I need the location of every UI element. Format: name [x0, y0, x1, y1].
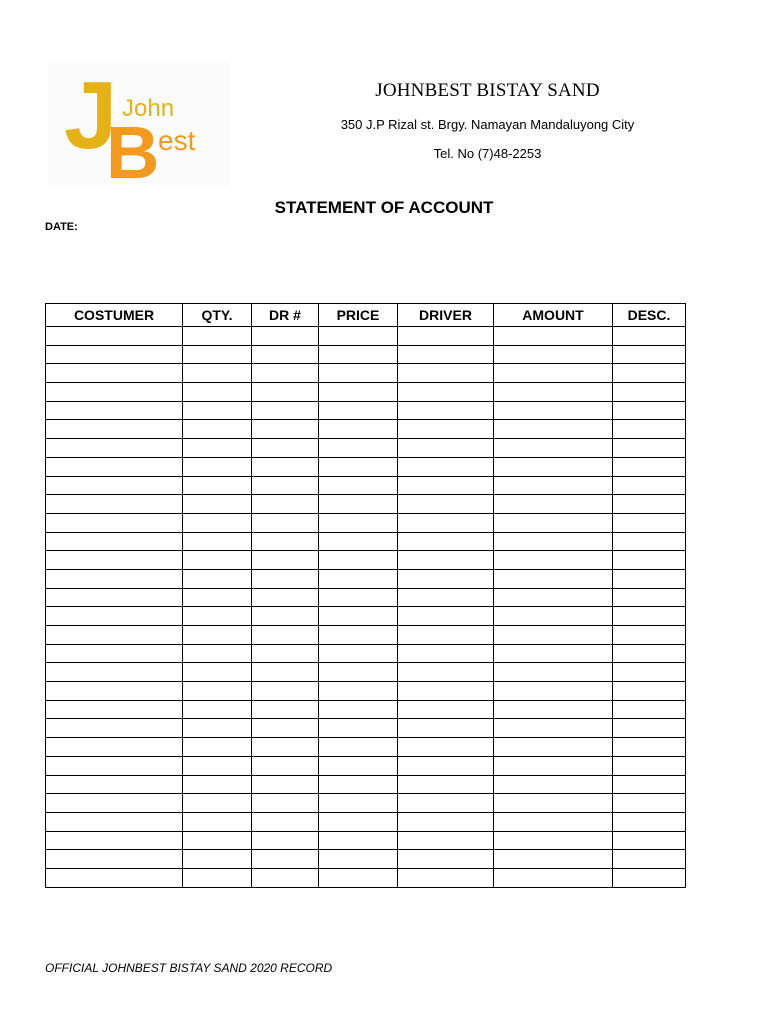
- table-cell[interactable]: [252, 850, 319, 869]
- table-cell[interactable]: [398, 457, 494, 476]
- table-cell[interactable]: [494, 588, 613, 607]
- table-cell[interactable]: [46, 868, 183, 887]
- table-cell[interactable]: [252, 588, 319, 607]
- table-cell[interactable]: [183, 439, 252, 458]
- table-cell[interactable]: [183, 794, 252, 813]
- table-cell[interactable]: [398, 420, 494, 439]
- table-cell[interactable]: [494, 345, 613, 364]
- table-cell[interactable]: [183, 551, 252, 570]
- table-cell[interactable]: [613, 607, 686, 626]
- table-cell[interactable]: [46, 644, 183, 663]
- table-cell[interactable]: [319, 476, 398, 495]
- table-cell[interactable]: [494, 401, 613, 420]
- table-cell[interactable]: [183, 345, 252, 364]
- table-cell[interactable]: [613, 457, 686, 476]
- table-cell[interactable]: [398, 607, 494, 626]
- table-cell[interactable]: [46, 476, 183, 495]
- table-cell[interactable]: [46, 495, 183, 514]
- table-cell[interactable]: [613, 738, 686, 757]
- table-cell[interactable]: [46, 794, 183, 813]
- table-cell[interactable]: [398, 738, 494, 757]
- table-cell[interactable]: [183, 756, 252, 775]
- table-cell[interactable]: [319, 756, 398, 775]
- table-cell[interactable]: [398, 663, 494, 682]
- table-cell[interactable]: [398, 868, 494, 887]
- logo-text-best: est: [158, 125, 196, 156]
- table-cell[interactable]: [613, 439, 686, 458]
- table-cell[interactable]: [46, 719, 183, 738]
- table-cell[interactable]: [398, 775, 494, 794]
- table-cell[interactable]: [183, 364, 252, 383]
- table-cell[interactable]: [183, 495, 252, 514]
- table-row: [46, 756, 686, 775]
- table-cell[interactable]: [183, 644, 252, 663]
- table-header-row: [46, 304, 686, 327]
- table-cell[interactable]: [183, 682, 252, 701]
- table-cell[interactable]: [319, 420, 398, 439]
- table-cell[interactable]: [46, 626, 183, 645]
- table-cell[interactable]: [613, 850, 686, 869]
- table-cell[interactable]: [613, 756, 686, 775]
- table-row: [46, 682, 686, 701]
- table-cell[interactable]: [252, 476, 319, 495]
- table-cell[interactable]: [398, 439, 494, 458]
- table-cell[interactable]: [613, 551, 686, 570]
- table-cell[interactable]: [613, 495, 686, 514]
- table-cell[interactable]: [613, 588, 686, 607]
- table-cell[interactable]: [319, 513, 398, 532]
- table-cell[interactable]: [398, 383, 494, 402]
- table-cell[interactable]: [613, 327, 686, 346]
- table-cell[interactable]: [252, 401, 319, 420]
- table-cell[interactable]: [183, 401, 252, 420]
- table-cell[interactable]: [183, 700, 252, 719]
- table-cell[interactable]: [183, 850, 252, 869]
- table-cell[interactable]: [252, 775, 319, 794]
- table-cell[interactable]: [398, 850, 494, 869]
- table-cell[interactable]: [183, 588, 252, 607]
- table-cell[interactable]: [398, 327, 494, 346]
- table-cell[interactable]: [494, 569, 613, 588]
- company-telephone: Tel. No (7)48-2253: [433, 146, 542, 161]
- table-cell[interactable]: [319, 569, 398, 588]
- table-row: [46, 794, 686, 813]
- table-cell[interactable]: [613, 831, 686, 850]
- table-cell[interactable]: [319, 495, 398, 514]
- table-cell[interactable]: [319, 850, 398, 869]
- table-cell[interactable]: [319, 812, 398, 831]
- table-cell[interactable]: [252, 439, 319, 458]
- table-row: [46, 327, 686, 346]
- table-row: [46, 551, 686, 570]
- table-cell[interactable]: [183, 812, 252, 831]
- table-cell[interactable]: [46, 850, 183, 869]
- table-cell[interactable]: [494, 644, 613, 663]
- column-header-driver: DRIVER: [398, 304, 494, 327]
- table-cell[interactable]: [398, 719, 494, 738]
- table-cell[interactable]: [319, 682, 398, 701]
- table-cell[interactable]: [183, 420, 252, 439]
- table-cell[interactable]: [494, 327, 613, 346]
- table-cell[interactable]: [183, 831, 252, 850]
- table-cell[interactable]: [398, 700, 494, 719]
- table-cell[interactable]: [252, 532, 319, 551]
- table-cell[interactable]: [613, 719, 686, 738]
- table-cell[interactable]: [613, 364, 686, 383]
- table-row: [46, 383, 686, 402]
- table-cell[interactable]: [613, 383, 686, 402]
- table-cell[interactable]: [398, 551, 494, 570]
- table-cell[interactable]: [252, 644, 319, 663]
- table-cell[interactable]: [46, 457, 183, 476]
- table-cell[interactable]: [494, 738, 613, 757]
- table-cell[interactable]: [183, 476, 252, 495]
- table-cell[interactable]: [494, 439, 613, 458]
- table-cell[interactable]: [252, 495, 319, 514]
- table-cell[interactable]: [46, 401, 183, 420]
- table-cell[interactable]: [46, 364, 183, 383]
- table-cell[interactable]: [183, 607, 252, 626]
- table-cell[interactable]: [398, 756, 494, 775]
- table-cell[interactable]: [494, 775, 613, 794]
- table-cell[interactable]: [46, 738, 183, 757]
- table-cell[interactable]: [252, 327, 319, 346]
- table-row: [46, 775, 686, 794]
- table-row: [46, 401, 686, 420]
- table-cell[interactable]: [252, 364, 319, 383]
- table-cell[interactable]: [252, 868, 319, 887]
- table-row: [46, 439, 686, 458]
- table-row: [46, 588, 686, 607]
- table-cell[interactable]: [46, 383, 183, 402]
- table-cell[interactable]: [494, 383, 613, 402]
- table-cell[interactable]: [494, 551, 613, 570]
- company-name: JOHNBEST BISTAY SAND: [375, 80, 600, 101]
- table-cell[interactable]: [46, 831, 183, 850]
- table-cell[interactable]: [183, 738, 252, 757]
- table-cell[interactable]: [494, 850, 613, 869]
- table-cell[interactable]: [319, 588, 398, 607]
- table-cell[interactable]: [319, 439, 398, 458]
- table-cell[interactable]: [613, 868, 686, 887]
- table-cell[interactable]: [398, 532, 494, 551]
- document-title: STATEMENT OF ACCOUNT: [274, 198, 494, 217]
- table-cell[interactable]: [319, 345, 398, 364]
- table-cell[interactable]: [319, 738, 398, 757]
- table-cell[interactable]: [494, 513, 613, 532]
- table-cell[interactable]: [252, 383, 319, 402]
- table-cell[interactable]: [613, 812, 686, 831]
- table-cell[interactable]: [494, 868, 613, 887]
- table-cell[interactable]: [319, 719, 398, 738]
- table-cell[interactable]: [494, 476, 613, 495]
- table-cell[interactable]: [46, 551, 183, 570]
- table-cell[interactable]: [252, 756, 319, 775]
- table-row: [46, 738, 686, 757]
- table-cell[interactable]: [183, 775, 252, 794]
- table-cell[interactable]: [398, 513, 494, 532]
- table-row: [46, 476, 686, 495]
- table-cell[interactable]: [319, 401, 398, 420]
- table-cell[interactable]: [252, 569, 319, 588]
- table-cell[interactable]: [46, 532, 183, 551]
- column-header-costumer: COSTUMER: [46, 304, 183, 327]
- table-cell[interactable]: [494, 420, 613, 439]
- table-row: [46, 364, 686, 383]
- table-cell[interactable]: [613, 345, 686, 364]
- table-cell[interactable]: [613, 626, 686, 645]
- table-cell[interactable]: [319, 794, 398, 813]
- table-cell[interactable]: [494, 700, 613, 719]
- table-cell[interactable]: [398, 644, 494, 663]
- table-row: [46, 626, 686, 645]
- table-cell[interactable]: [494, 607, 613, 626]
- logo-text-john: John: [122, 95, 175, 122]
- table-cell[interactable]: [252, 420, 319, 439]
- table-cell[interactable]: [252, 663, 319, 682]
- table-cell[interactable]: [494, 663, 613, 682]
- table-cell[interactable]: [319, 607, 398, 626]
- table-cell[interactable]: [613, 700, 686, 719]
- table-cell[interactable]: [252, 812, 319, 831]
- table-cell[interactable]: [319, 700, 398, 719]
- table-row: [46, 569, 686, 588]
- table-cell[interactable]: [398, 569, 494, 588]
- table-cell[interactable]: [319, 327, 398, 346]
- table-cell[interactable]: [398, 682, 494, 701]
- table-cell[interactable]: [46, 569, 183, 588]
- table-cell[interactable]: [398, 812, 494, 831]
- table-cell[interactable]: [252, 457, 319, 476]
- table-cell[interactable]: [319, 831, 398, 850]
- table-cell[interactable]: [252, 607, 319, 626]
- table-cell[interactable]: [252, 345, 319, 364]
- table-cell[interactable]: [46, 439, 183, 458]
- table-cell[interactable]: [46, 345, 183, 364]
- table-row: [46, 700, 686, 719]
- table-cell[interactable]: [494, 719, 613, 738]
- table-cell[interactable]: [398, 794, 494, 813]
- table-cell[interactable]: [252, 719, 319, 738]
- table-cell[interactable]: [183, 327, 252, 346]
- table-cell[interactable]: [319, 663, 398, 682]
- table-cell[interactable]: [183, 868, 252, 887]
- table-cell[interactable]: [46, 756, 183, 775]
- table-cell[interactable]: [398, 588, 494, 607]
- table-cell[interactable]: [46, 327, 183, 346]
- table-row: [46, 831, 686, 850]
- table-cell[interactable]: [494, 364, 613, 383]
- table-cell[interactable]: [494, 682, 613, 701]
- table-row: [46, 495, 686, 514]
- table-cell[interactable]: [494, 812, 613, 831]
- table-cell[interactable]: [613, 476, 686, 495]
- table-row: [46, 532, 686, 551]
- table-cell[interactable]: [46, 700, 183, 719]
- table-cell[interactable]: [613, 682, 686, 701]
- table-cell[interactable]: [183, 719, 252, 738]
- table-cell[interactable]: [398, 495, 494, 514]
- table-cell[interactable]: [46, 682, 183, 701]
- table-cell[interactable]: [183, 457, 252, 476]
- table-row: [46, 868, 686, 887]
- table-row: [46, 420, 686, 439]
- table-cell[interactable]: [252, 831, 319, 850]
- logo-letter-j: J: [64, 62, 118, 169]
- table-cell[interactable]: [613, 794, 686, 813]
- table-cell[interactable]: [319, 457, 398, 476]
- table-body: [46, 327, 686, 888]
- table-cell[interactable]: [183, 383, 252, 402]
- table-row: [46, 607, 686, 626]
- table-cell[interactable]: [319, 775, 398, 794]
- table-row: [46, 850, 686, 869]
- table-cell[interactable]: [613, 513, 686, 532]
- table-cell[interactable]: [46, 663, 183, 682]
- date-label: DATE:: [45, 221, 78, 233]
- table-cell[interactable]: [613, 401, 686, 420]
- table-cell[interactable]: [398, 345, 494, 364]
- table-row: [46, 812, 686, 831]
- table-cell[interactable]: [494, 532, 613, 551]
- table-cell[interactable]: [183, 513, 252, 532]
- table-cell[interactable]: [494, 831, 613, 850]
- table-cell[interactable]: [183, 663, 252, 682]
- account-table: [45, 303, 686, 888]
- table-cell[interactable]: [613, 532, 686, 551]
- table-cell[interactable]: [252, 738, 319, 757]
- table-cell[interactable]: [494, 756, 613, 775]
- table-cell[interactable]: [319, 532, 398, 551]
- table-cell[interactable]: [398, 831, 494, 850]
- column-header-desc: DESC.: [613, 304, 686, 327]
- table-cell[interactable]: [613, 420, 686, 439]
- table-cell[interactable]: [613, 569, 686, 588]
- table-cell[interactable]: [319, 868, 398, 887]
- column-header-qty: QTY.: [183, 304, 252, 327]
- table-cell[interactable]: [494, 626, 613, 645]
- table-cell[interactable]: [46, 420, 183, 439]
- table-cell[interactable]: [398, 626, 494, 645]
- table-cell[interactable]: [46, 513, 183, 532]
- table-cell[interactable]: [183, 569, 252, 588]
- table-cell[interactable]: [319, 364, 398, 383]
- table-cell[interactable]: [252, 626, 319, 645]
- table-row: [46, 644, 686, 663]
- table-cell[interactable]: [398, 364, 494, 383]
- column-header-price: PRICE: [319, 304, 398, 327]
- table-cell[interactable]: [46, 812, 183, 831]
- table-cell[interactable]: [613, 775, 686, 794]
- footer-record-note: OFFICIAL JOHNBEST BISTAY SAND 2020 RECORD: [45, 961, 333, 975]
- table-cell[interactable]: [183, 532, 252, 551]
- table-row: [46, 719, 686, 738]
- column-header-dr-number: DR #: [252, 304, 319, 327]
- column-header-amount: AMOUNT: [494, 304, 613, 327]
- table-row: [46, 457, 686, 476]
- table-cell[interactable]: [252, 794, 319, 813]
- table-row: [46, 345, 686, 364]
- table-cell[interactable]: [252, 513, 319, 532]
- table-cell[interactable]: [398, 401, 494, 420]
- company-logo: [48, 60, 230, 188]
- table-cell[interactable]: [613, 663, 686, 682]
- table-cell[interactable]: [494, 457, 613, 476]
- table-cell[interactable]: [319, 383, 398, 402]
- table-cell[interactable]: [46, 607, 183, 626]
- table-cell[interactable]: [319, 626, 398, 645]
- table-cell[interactable]: [252, 700, 319, 719]
- table-row: [46, 513, 686, 532]
- table-cell[interactable]: [46, 775, 183, 794]
- table-cell[interactable]: [319, 644, 398, 663]
- table-row: [46, 663, 686, 682]
- table-cell[interactable]: [183, 626, 252, 645]
- logo-letter-b: B: [106, 111, 160, 188]
- table-cell[interactable]: [252, 551, 319, 570]
- table-cell[interactable]: [252, 682, 319, 701]
- company-address: 350 J.P Rizal st. Brgy. Namayan Mandaluyong City: [340, 117, 635, 132]
- table-cell[interactable]: [494, 794, 613, 813]
- table-cell[interactable]: [46, 588, 183, 607]
- table-cell[interactable]: [613, 644, 686, 663]
- table-cell[interactable]: [319, 551, 398, 570]
- table-cell[interactable]: [494, 495, 613, 514]
- table-cell[interactable]: [398, 476, 494, 495]
